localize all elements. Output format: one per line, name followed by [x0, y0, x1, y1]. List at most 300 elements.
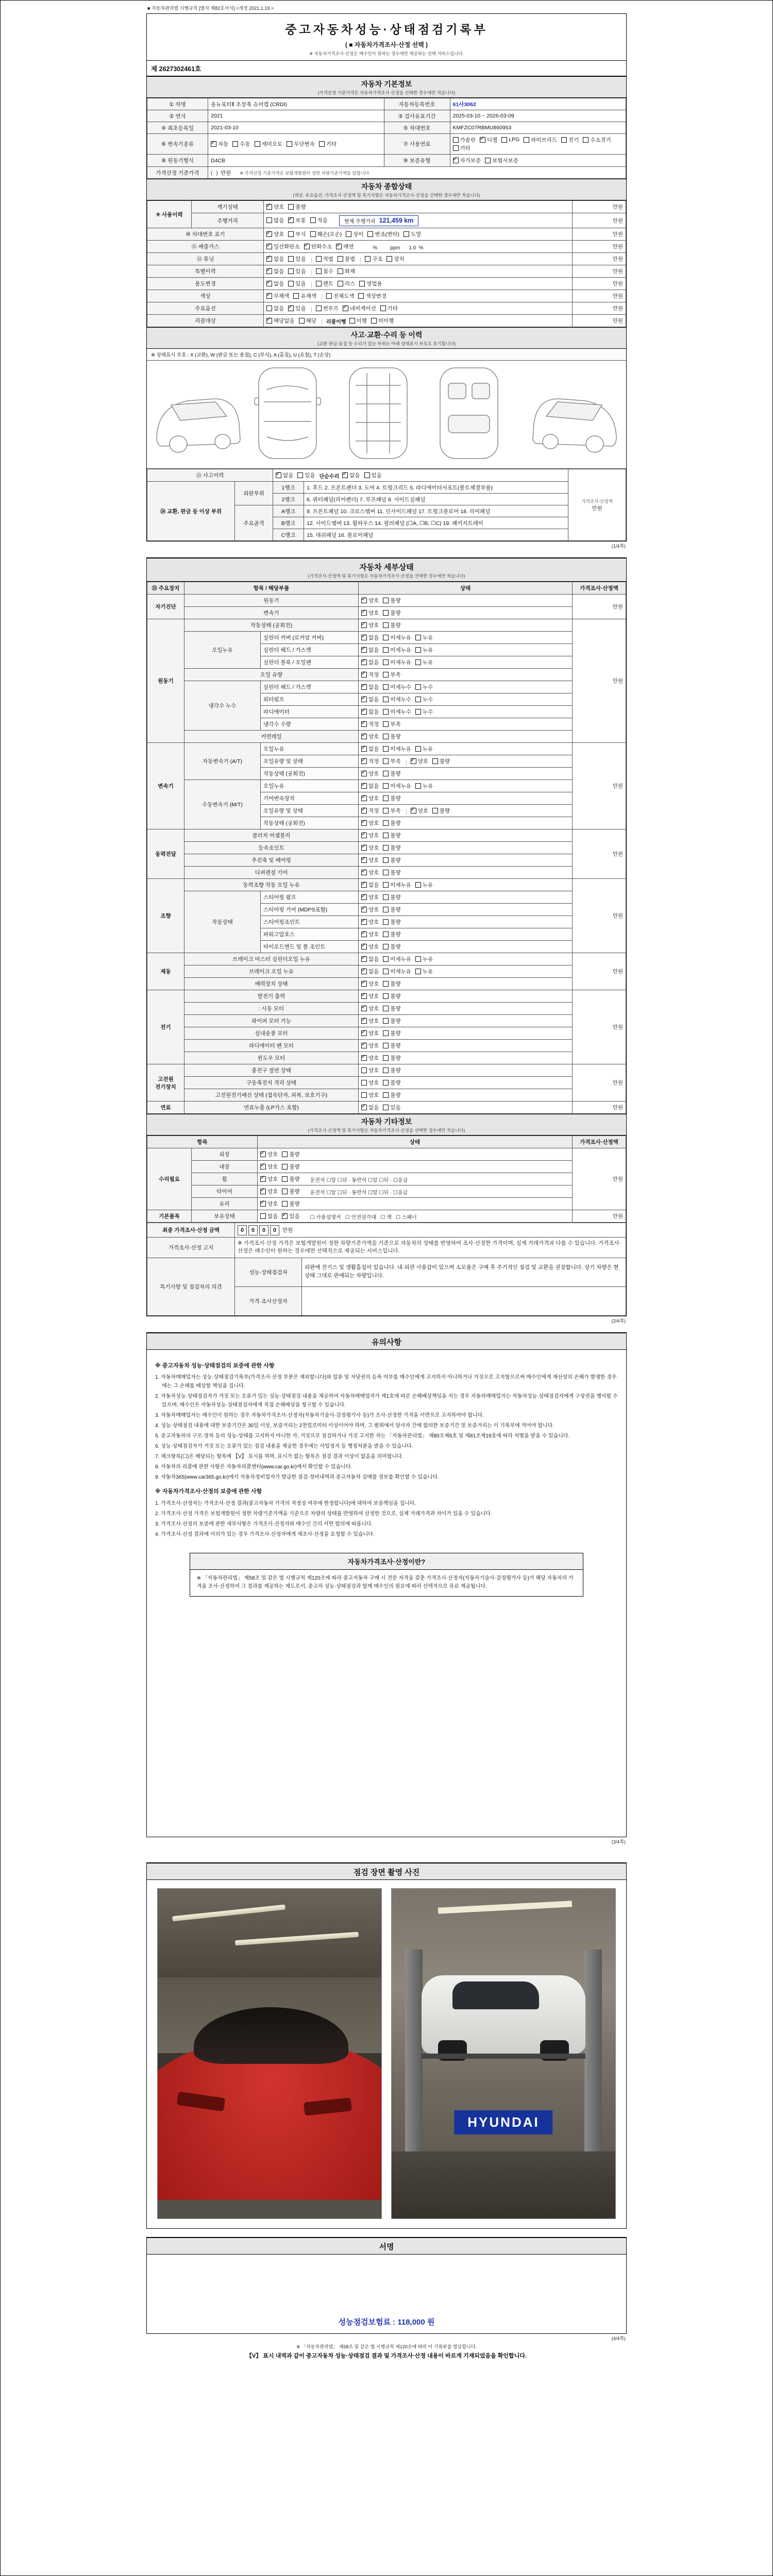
- price-notice-label: 가격조사·산정 고지: [147, 1238, 235, 1258]
- rank-items: 15. 대쉬패널 16. 플로어패널: [304, 529, 568, 541]
- option-group: [361, 1056, 405, 1062]
- checkbox-box: [361, 795, 367, 801]
- checkbox-label: 양호: [368, 844, 379, 851]
- checkbox-불량[interactable]: [383, 597, 400, 604]
- signature-area[interactable]: [147, 2255, 626, 2315]
- checkbox-해당[interactable]: [299, 317, 316, 325]
- checkbox-영업용[interactable]: [359, 280, 382, 287]
- checkbox-box: [361, 820, 367, 826]
- checkbox-box: [288, 306, 294, 311]
- option-group: [361, 673, 405, 679]
- checkbox-불량[interactable]: [383, 1079, 400, 1087]
- checkbox-양호[interactable]: [260, 1163, 278, 1171]
- checkbox-label: 없음: [368, 882, 379, 888]
- checkbox-전체도색[interactable]: [326, 292, 355, 300]
- checkbox-label: 불량: [289, 1176, 300, 1182]
- checkbox-양호[interactable]: [260, 1200, 278, 1208]
- table-row: [147, 1238, 626, 1258]
- checkbox-미세누유[interactable]: [383, 782, 411, 790]
- checkbox-누유[interactable]: [415, 968, 433, 975]
- checkbox-부족[interactable]: [383, 720, 400, 728]
- appraiser-opinion: [302, 1286, 626, 1315]
- checkbox-변조(변타)[interactable]: [367, 230, 399, 238]
- checkbox-label: 누수: [422, 708, 433, 715]
- state-cell: [359, 891, 573, 904]
- checkbox-불량[interactable]: [383, 1042, 400, 1049]
- checkbox-장치[interactable]: [386, 255, 404, 263]
- checkbox-미세누유[interactable]: [383, 634, 411, 641]
- checkbox-box: [383, 833, 389, 838]
- checkbox-box: [211, 141, 216, 147]
- checkbox-없음[interactable]: [361, 745, 379, 753]
- table-row: [147, 953, 626, 965]
- checkbox-미세누유[interactable]: [383, 955, 411, 963]
- checkbox-보험사보증[interactable]: [485, 157, 518, 164]
- checkbox-label: 매연: [343, 243, 354, 250]
- overall-tbody: [147, 201, 626, 327]
- state-cell: [359, 755, 573, 768]
- checkbox-label: 없음: [368, 1104, 379, 1111]
- checkbox-디젤[interactable]: [480, 136, 497, 144]
- checkbox-부식[interactable]: [288, 230, 306, 238]
- checkbox-있음[interactable]: [282, 1212, 299, 1220]
- item-label: 브레이크 오일 누유: [184, 965, 359, 978]
- page-mark: (1/4쪽): [611, 544, 626, 549]
- checkbox-자동[interactable]: [211, 140, 228, 148]
- checkbox-양호[interactable]: [361, 770, 379, 777]
- checkbox-양호[interactable]: [361, 1091, 379, 1099]
- checkbox-label: 불량: [390, 1067, 401, 1074]
- checkbox-매연[interactable]: [336, 243, 354, 250]
- checkbox-보통[interactable]: [288, 216, 306, 224]
- item-label: 브레이크 마스터 실린더오일 누유: [184, 953, 359, 965]
- checkbox-없음[interactable]: [266, 304, 284, 312]
- checkbox-불량[interactable]: [383, 609, 400, 617]
- checkbox-불량[interactable]: [383, 893, 400, 901]
- rank-label: 1랭크: [273, 482, 304, 494]
- checkbox-불량[interactable]: [383, 869, 400, 876]
- checkbox-양호[interactable]: [361, 906, 379, 913]
- option-group: [361, 648, 437, 654]
- checkbox-무단변속[interactable]: [287, 140, 315, 148]
- checkbox-불량[interactable]: [383, 621, 400, 629]
- checkbox-적정[interactable]: [361, 757, 379, 765]
- checkbox-이행[interactable]: [349, 317, 367, 325]
- checkbox-미세누유[interactable]: [383, 881, 411, 889]
- checkbox-box: [282, 1213, 288, 1219]
- checkbox-불량[interactable]: [383, 918, 400, 926]
- checkbox-렌트[interactable]: [316, 280, 333, 287]
- checkbox-없음[interactable]: [361, 968, 379, 975]
- checkbox-색상변경[interactable]: [358, 292, 386, 300]
- table-row: [147, 241, 626, 253]
- checkbox-없음[interactable]: [266, 267, 284, 275]
- checkbox-box: [367, 231, 373, 237]
- price-cell: 만원: [573, 253, 626, 265]
- checkbox-box: [282, 1176, 288, 1182]
- option-group: [361, 834, 405, 840]
- col-price: 가격조사·산정액: [573, 582, 626, 595]
- checkbox-누유[interactable]: [415, 745, 433, 753]
- checkbox-label: 불량: [289, 1188, 300, 1195]
- checkbox-양호[interactable]: [361, 1005, 379, 1012]
- checkbox-box: [361, 783, 367, 789]
- checkbox-네비게이션[interactable]: [343, 304, 376, 312]
- table-row: [147, 1148, 626, 1161]
- checkbox-누유[interactable]: [415, 658, 433, 666]
- checkbox-label: 미세누수: [390, 684, 411, 690]
- checkbox-미이행[interactable]: [371, 317, 394, 325]
- checkbox-양호[interactable]: [361, 1029, 379, 1037]
- checkbox-누유[interactable]: [415, 646, 433, 654]
- checkbox-부족[interactable]: [383, 807, 400, 815]
- checkbox-box: [383, 1092, 389, 1098]
- checkbox-label: 누유: [422, 659, 433, 666]
- checkbox-전기[interactable]: [561, 136, 579, 144]
- checkbox-불량[interactable]: [432, 757, 450, 765]
- checkbox-침수[interactable]: [316, 267, 333, 275]
- checkbox-label: 침수: [323, 268, 333, 275]
- checkbox-불량[interactable]: [383, 1005, 400, 1012]
- table-row: [147, 1027, 626, 1040]
- checkbox-불량[interactable]: [383, 856, 400, 864]
- checkbox-불량[interactable]: [282, 1175, 299, 1183]
- checkbox-box: [480, 137, 485, 143]
- checkbox-부족[interactable]: [383, 671, 400, 679]
- option-group: [361, 982, 405, 988]
- checkbox-수소전기[interactable]: [583, 136, 611, 144]
- checkbox-없음[interactable]: [361, 1104, 379, 1111]
- option-group: [365, 257, 409, 263]
- checkbox-box: [453, 145, 459, 151]
- state-cell: [359, 780, 573, 792]
- checkbox-적법[interactable]: [316, 255, 333, 263]
- checkbox-양호[interactable]: [361, 1066, 379, 1074]
- checkbox-있음[interactable]: [364, 471, 382, 479]
- checkbox-있음[interactable]: [297, 471, 315, 479]
- checkbox-label: 없음: [368, 708, 379, 715]
- state-cell: [359, 990, 573, 1003]
- checkbox-썬루프[interactable]: [316, 304, 339, 312]
- overall-item-label: ⑩ 차대번호 표기: [147, 228, 264, 241]
- checkbox-불량[interactable]: [383, 1054, 400, 1062]
- price-digit-box: 0: [270, 1225, 279, 1235]
- reg-no-label: 자동차등록번호: [384, 98, 450, 110]
- checkbox-미세누유[interactable]: [383, 968, 411, 975]
- checkbox-미세누수[interactable]: [383, 683, 411, 691]
- checkbox-적정[interactable]: [361, 807, 379, 815]
- checkbox-없음[interactable]: [260, 1212, 278, 1220]
- checkbox-누유[interactable]: [415, 881, 433, 889]
- checkbox-양호[interactable]: [266, 203, 284, 211]
- part-label: 오일누유: [261, 780, 359, 792]
- photo1-floor: [158, 2200, 381, 2218]
- photos-titlebar: [147, 1863, 626, 1880]
- state-cell: [359, 768, 573, 780]
- checkbox-label: 불량: [390, 1018, 401, 1024]
- checkbox-불량[interactable]: [282, 1163, 299, 1171]
- checkbox-box: [383, 709, 389, 715]
- checkbox-적정[interactable]: [361, 671, 379, 679]
- checkbox-양호[interactable]: [361, 597, 379, 604]
- table-row: [147, 731, 626, 743]
- checkbox-무채색[interactable]: [266, 292, 289, 300]
- notices-content: [147, 1350, 626, 1544]
- checkbox-리스[interactable]: [338, 280, 355, 287]
- checkbox-없음[interactable]: [342, 471, 360, 479]
- checkbox-불량[interactable]: [432, 807, 450, 815]
- checkbox-불량[interactable]: [282, 1200, 299, 1208]
- item-label: 추진축 및 베어링: [184, 854, 359, 867]
- checkbox-누유[interactable]: [415, 634, 433, 641]
- state-cell: [258, 1161, 573, 1173]
- overall-state-cell: [264, 253, 573, 265]
- checkbox-box: [361, 1006, 367, 1011]
- checkbox-없음[interactable]: [276, 471, 293, 479]
- checkbox-적음[interactable]: [310, 216, 328, 224]
- item-label: 발전기 출력: [184, 990, 359, 1003]
- checkbox-미세누유[interactable]: [383, 745, 411, 753]
- checkbox-없음[interactable]: [361, 634, 379, 641]
- final-price-value: [235, 1223, 626, 1238]
- item-label: 실내송풍 모터: [184, 1027, 359, 1040]
- checkbox-양호[interactable]: [361, 856, 379, 864]
- part-label: 실린더 헤드 / 가스켓: [261, 681, 359, 693]
- checkbox-양호[interactable]: [411, 807, 428, 815]
- rank-items: 9. 프론트패널 10. 크로스멤버 11. 인사이드패널 17. 트렁크플로어 18. 리어패널: [304, 505, 568, 517]
- state-cell: [359, 817, 573, 829]
- photo1-red-car-body: [157, 2038, 382, 2219]
- checkbox-box: [383, 610, 389, 616]
- diagram-top-exterior: [255, 368, 321, 459]
- checkbox-양호[interactable]: [411, 757, 428, 765]
- overall-item-label: 주요옵션: [147, 302, 264, 315]
- checkbox-양호[interactable]: [361, 819, 379, 827]
- checkbox-자가보증[interactable]: [453, 157, 481, 164]
- option-group: [276, 473, 320, 480]
- checkbox-box: [266, 281, 272, 286]
- table-row: [147, 632, 626, 644]
- checkbox-불량[interactable]: [383, 832, 400, 839]
- inspection-photo-rear: [157, 1888, 382, 2219]
- checkbox-불량[interactable]: [383, 819, 400, 827]
- checkbox-없음[interactable]: [266, 280, 284, 287]
- checkbox-불량[interactable]: [383, 1017, 400, 1025]
- checkbox-양호[interactable]: [260, 1188, 278, 1195]
- option-group: [361, 1069, 405, 1075]
- checkbox-기타[interactable]: [319, 140, 337, 148]
- checkbox-양호[interactable]: [361, 1017, 379, 1025]
- price-cell: 만원: [573, 315, 626, 327]
- checkbox-누유[interactable]: [415, 955, 433, 963]
- checkbox-누수[interactable]: [415, 683, 433, 691]
- checkbox-box: [383, 758, 389, 764]
- checkbox-불량[interactable]: [383, 992, 400, 1000]
- checkbox-불량[interactable]: [383, 943, 400, 951]
- checkbox-있음[interactable]: [383, 1104, 400, 1111]
- insurance-fee-value: 118,000 원: [397, 2317, 435, 2327]
- checkbox-불량[interactable]: [383, 1091, 400, 1099]
- checkbox-label: 양호: [368, 1042, 379, 1049]
- checkbox-상이[interactable]: [346, 230, 363, 238]
- checkbox-양호[interactable]: [361, 1042, 379, 1049]
- option-group: [349, 319, 398, 325]
- checkbox-탄화수소[interactable]: [304, 243, 332, 250]
- current-mileage-value: 121,459 km: [379, 217, 414, 224]
- overall-state-cell: [264, 265, 573, 278]
- checkbox-불량[interactable]: [383, 1066, 400, 1074]
- checkbox-구조[interactable]: [365, 255, 382, 263]
- checkbox-양호[interactable]: [266, 230, 284, 238]
- checkbox-양호[interactable]: [361, 794, 379, 802]
- checkbox-있음[interactable]: [288, 280, 306, 287]
- checkbox-불량[interactable]: [383, 1029, 400, 1037]
- state-cell: [359, 1052, 573, 1064]
- checkbox-도말[interactable]: [404, 230, 421, 238]
- checkbox-label: 없음: [368, 684, 379, 690]
- checkbox-미세누유[interactable]: [383, 646, 411, 654]
- checkbox-양호[interactable]: [361, 980, 379, 988]
- checkbox-box: [361, 907, 367, 912]
- price-cell: 만원: [573, 990, 626, 1064]
- checkbox-양호[interactable]: [361, 893, 379, 901]
- checkbox-불량[interactable]: [383, 930, 400, 938]
- checkbox-미세누유[interactable]: [383, 658, 411, 666]
- checkbox-box: [266, 293, 272, 299]
- checkbox-없음[interactable]: [361, 708, 379, 716]
- checkbox-양호[interactable]: [361, 844, 379, 852]
- checkbox-불량[interactable]: [282, 1188, 299, 1195]
- checkbox-label: 양호: [417, 807, 428, 814]
- checkbox-불량[interactable]: [383, 980, 400, 988]
- checkbox-불량[interactable]: [383, 844, 400, 852]
- inspector-opinion: 외판에 잔기스 및 생활흠집이 있습니다. 내·외관 사용감이 있으며 소모품은 구매 후 주기적인 점검 및 교환을 권장합니다. 상기 차량은 현 상태 그대로 판매되는 차량입니다.: [302, 1258, 626, 1286]
- table-row: [147, 302, 626, 315]
- checkbox-해당없음[interactable]: [266, 317, 295, 325]
- checkbox-box: [260, 1164, 266, 1170]
- checkbox-가솔린[interactable]: [453, 136, 476, 144]
- checkbox-box: [361, 684, 367, 690]
- option-group: [361, 611, 405, 617]
- checkbox-불량[interactable]: [383, 733, 400, 740]
- checkbox-양호[interactable]: [361, 1079, 379, 1087]
- checkbox-box: [561, 137, 567, 143]
- checkbox-화재[interactable]: [338, 267, 355, 275]
- checkbox-하이브리드[interactable]: [524, 136, 557, 144]
- checkbox-box: [383, 1067, 389, 1073]
- checkbox-세미오토[interactable]: [255, 140, 283, 148]
- checkbox-label: 양호: [267, 1151, 278, 1158]
- checkbox-양호[interactable]: [361, 992, 379, 1000]
- checkbox-없음[interactable]: [361, 782, 379, 790]
- checkbox-box: [583, 137, 589, 143]
- checkbox-양호[interactable]: [361, 609, 379, 617]
- checkbox-있음[interactable]: [288, 267, 306, 275]
- checkbox-양호[interactable]: [361, 621, 379, 629]
- checkbox-box: [266, 306, 272, 311]
- footer-confirmation: 【V】 표시 내역과 같이 중고자동차 성능·상태점검 결과 및 가격조사·산정 내용이 바르게 기재되었음을 확인합니다.: [246, 2352, 527, 2359]
- option-group: [361, 809, 405, 815]
- table-row: [147, 990, 626, 1003]
- checkbox-없음[interactable]: [361, 881, 379, 889]
- checkbox-많음[interactable]: [266, 216, 284, 224]
- checkbox-box: [383, 783, 389, 789]
- checkbox-불량[interactable]: [383, 770, 400, 777]
- checkbox-양호[interactable]: [361, 832, 379, 839]
- checkbox-label: 불량: [390, 795, 401, 802]
- checkbox-불법[interactable]: [338, 255, 355, 263]
- inspector-role: 성능·상태점검자: [235, 1258, 302, 1286]
- checkbox-미세누수[interactable]: [383, 708, 411, 716]
- checkbox-없음[interactable]: [361, 955, 379, 963]
- checkbox-있음[interactable]: [288, 255, 306, 263]
- checkbox-누수[interactable]: [415, 696, 433, 703]
- checkbox-양호[interactable]: [361, 733, 379, 740]
- overall-status-title: 자동차 종합상태: [361, 182, 412, 191]
- checkbox-없음[interactable]: [361, 683, 379, 691]
- checkbox-label: 불량: [390, 770, 401, 777]
- col-state: 상태: [359, 582, 573, 595]
- checkbox-label: 해당없음: [274, 317, 295, 324]
- notice-section-heading: ※ 자동차가격조사·산정의 보증에 관한 사항: [155, 1488, 262, 1495]
- fuel-label: ⑦ 사용연료: [384, 134, 450, 155]
- checkbox-부족[interactable]: [383, 757, 400, 765]
- checkbox-없음[interactable]: [361, 646, 379, 654]
- checkbox-없음[interactable]: [361, 658, 379, 666]
- checkbox-label: 적정: [368, 807, 379, 814]
- checkbox-누수[interactable]: [415, 708, 433, 716]
- checkbox-box: [359, 281, 365, 286]
- col-item: 항목 / 해당부품: [184, 582, 359, 595]
- checkbox-미세누수[interactable]: [383, 696, 411, 703]
- checkbox-있음[interactable]: [288, 304, 306, 312]
- checkbox-label: 기타: [326, 141, 337, 147]
- checkbox-양호[interactable]: [361, 943, 379, 951]
- checkbox-불량[interactable]: [288, 203, 306, 211]
- col-price: 가격조사·산정액: [573, 1136, 626, 1148]
- table-row: [147, 98, 626, 110]
- checkbox-수동[interactable]: [232, 140, 250, 148]
- checkbox-box: [288, 281, 294, 286]
- checkbox-양호[interactable]: [361, 930, 379, 938]
- checkbox-LPG[interactable]: [501, 137, 519, 143]
- checkbox-label: 하이브리드: [531, 137, 557, 143]
- checkbox-없음[interactable]: [266, 255, 284, 263]
- checkbox-없음[interactable]: [361, 696, 379, 703]
- checkbox-양호[interactable]: [361, 1054, 379, 1062]
- checkbox-기타[interactable]: [380, 304, 398, 312]
- checkbox-불량[interactable]: [383, 794, 400, 802]
- checkbox-훼손(오손)[interactable]: [310, 230, 342, 238]
- checkbox-불량[interactable]: [282, 1150, 299, 1158]
- checkbox-양호[interactable]: [361, 869, 379, 876]
- checkbox-유채색[interactable]: [293, 292, 316, 300]
- checkbox-양호[interactable]: [260, 1150, 278, 1158]
- table-row: [147, 854, 626, 867]
- checkbox-양호[interactable]: [361, 918, 379, 926]
- checkbox-일산화탄소[interactable]: [266, 243, 300, 250]
- checkbox-누유[interactable]: [415, 782, 433, 790]
- section-detail-status: [146, 557, 627, 1316]
- table-row: [147, 167, 626, 179]
- insurance-fee-label: 성능점검보험료 :: [338, 2317, 396, 2327]
- checkbox-양호[interactable]: [260, 1175, 278, 1183]
- checkbox-label: 없음: [368, 696, 379, 703]
- checkbox-기타[interactable]: [453, 144, 470, 152]
- year-label: ② 연식: [147, 110, 208, 122]
- checkbox-적정[interactable]: [361, 720, 379, 728]
- checkbox-불량[interactable]: [383, 906, 400, 913]
